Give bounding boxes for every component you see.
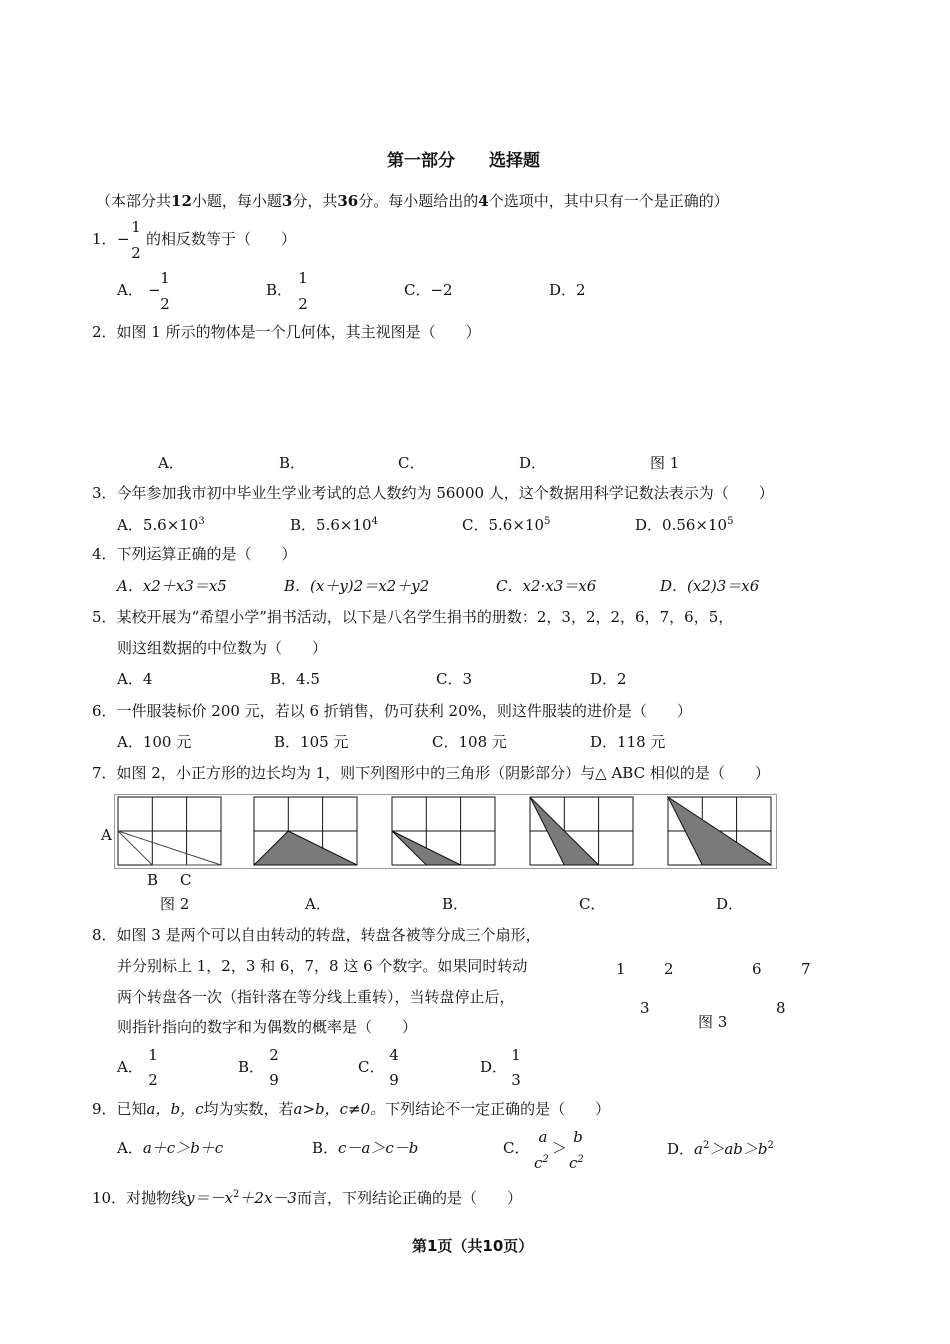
- q8-option-b-label[interactable]: B．: [238, 1058, 265, 1076]
- q6-option-c[interactable]: C．108 元: [432, 733, 507, 751]
- q3-option-d[interactable]: D．$0.56\times 10^5$: [635, 516, 734, 534]
- q8-option-d-den: 3: [511, 1071, 521, 1089]
- section-title: 第一部分 选择题: [387, 151, 540, 171]
- q6-option-d[interactable]: D．118 元: [590, 733, 666, 751]
- disc2-number-7: 7: [801, 960, 811, 978]
- q1-option-b-num: 1: [298, 269, 308, 287]
- q9-option-c-gt: ＞: [552, 1139, 568, 1157]
- q8-line3: 两个转盘各一次（指针落在等分线上重转），当转盘停止后，: [117, 988, 515, 1006]
- q4-option-a[interactable]: A．x2＋x3＝x5: [117, 577, 227, 595]
- q3-text: 3．今年参加我市初中毕业生学业考试的总人数约为 56000 人，这个数据用科学记数法表示为（ ）: [92, 484, 774, 502]
- q1-option-b-label[interactable]: B．: [266, 281, 293, 299]
- q8-option-d-num: 1: [511, 1046, 521, 1064]
- q6-text: 6．一件服装标价 200 元，若以 6 折销售，仍可获利 20%，则这件服装的进价是（ ）: [92, 702, 692, 720]
- q2-option-b[interactable]: B．: [279, 454, 306, 472]
- q8-option-b-num: 2: [269, 1046, 279, 1064]
- q5-option-a[interactable]: A．4: [117, 670, 153, 688]
- q9-option-c-num-right: b: [573, 1128, 583, 1146]
- q7-option-c[interactable]: C．: [579, 895, 606, 913]
- q1-minus: −: [117, 230, 130, 248]
- section-intro: （本部分共12小题，每小题3分，共36分。每小题给出的4个选项中，其中只有一个是正确的）: [96, 192, 729, 210]
- q8-option-a-num: 1: [148, 1046, 158, 1064]
- q8-line1: 8．如图 3 是两个可以自由转动的转盘，转盘各被等分成三个扇形，: [92, 926, 541, 944]
- q1-fraction-den: 2: [131, 244, 141, 262]
- q7-point-b: B: [147, 871, 159, 889]
- q8-option-c-num: 4: [389, 1046, 399, 1064]
- q5-line1: 5．某校开展为“希望小学”捐书活动，以下是八名学生捐书的册数：2，3，2，2，6，7，6，5，: [92, 608, 734, 626]
- q8-option-d-label[interactable]: D．: [480, 1058, 508, 1076]
- q7-point-c: C: [180, 871, 192, 889]
- q9-option-c-num-left: a: [538, 1128, 548, 1146]
- q5-line2: 则这组数据的中位数为（ ）: [117, 639, 328, 657]
- q5-option-b[interactable]: B．4.5: [270, 670, 320, 688]
- q9-option-b[interactable]: B．c－a＞c－b: [312, 1139, 419, 1157]
- q7-point-a: A: [101, 826, 112, 844]
- q9-option-c-den-left: $c^2$: [534, 1154, 549, 1172]
- q1-text: 的相反数等于（ ）: [146, 230, 297, 248]
- q1-option-a-den: 2: [160, 295, 170, 313]
- q1-option-a-minus: −: [148, 281, 161, 299]
- q8-option-a-label[interactable]: A．: [117, 1058, 143, 1076]
- q5-option-d[interactable]: D．2: [590, 670, 627, 688]
- q3-option-b[interactable]: B．$5.6\times 10^4$: [290, 516, 378, 534]
- page-footer: 第1页（共10页）: [412, 1237, 534, 1255]
- option-b-grid[interactable]: [392, 797, 495, 865]
- q2-option-c[interactable]: C．: [398, 454, 425, 472]
- q6-option-b[interactable]: B．105 元: [274, 733, 349, 751]
- q6-option-a[interactable]: A．100 元: [117, 733, 192, 751]
- q1-number: 1．: [92, 230, 117, 248]
- disc2-number-6: 6: [752, 960, 762, 978]
- q5-option-c[interactable]: C．3: [436, 670, 473, 688]
- q4-option-b[interactable]: B．(x＋y)2＝x2＋y2: [284, 577, 430, 595]
- q4-option-c[interactable]: C．x2·x3＝x6: [496, 577, 597, 595]
- q8-line4: 则指针指向的数字和为偶数的概率是（ ）: [117, 1018, 418, 1036]
- q9-text: 9．已知a，b，c均为实数，若a>b，c≠0。下列结论不一定正确的是（ ）: [92, 1100, 611, 1118]
- q8-option-a-den: 2: [148, 1071, 158, 1089]
- q2-option-d[interactable]: D．: [519, 454, 547, 472]
- disc1-number-3: 3: [640, 999, 650, 1017]
- q9-option-d[interactable]: D．$a^2>ab>b^2$: [667, 1140, 774, 1158]
- figure-2-grid: [118, 797, 221, 865]
- q3-option-a[interactable]: A．$5.6\times 10^3$: [117, 516, 205, 534]
- q8-option-c-label[interactable]: C．: [358, 1058, 385, 1076]
- q1-option-b-den: 2: [298, 295, 308, 313]
- q1-fraction-num: 1: [131, 218, 141, 236]
- q7-option-a[interactable]: A．: [305, 895, 331, 913]
- q9-option-c-den-right: $c^2$: [569, 1154, 584, 1172]
- q8-option-b-den: 9: [269, 1071, 279, 1089]
- q8-figure-caption: 图 3: [698, 1013, 728, 1031]
- q9-option-a[interactable]: A．a＋c＞b＋c: [117, 1139, 224, 1157]
- q8-option-c-den: 9: [389, 1071, 399, 1089]
- q3-option-c[interactable]: C．$5.6\times 10^5$: [462, 516, 551, 534]
- q7-option-b[interactable]: B．: [442, 895, 469, 913]
- q1-option-c[interactable]: C．−2: [404, 281, 453, 299]
- disc1-number-1: 1: [616, 960, 626, 978]
- option-a-triangle: [254, 831, 357, 865]
- q4-text: 4．下列运算正确的是（ ）: [92, 545, 297, 563]
- option-d-grid[interactable]: [668, 797, 771, 865]
- q2-text: 2．如图 1 所示的物体是一个几何体，其主视图是（ ）: [92, 323, 481, 341]
- q2-option-a[interactable]: A．: [158, 454, 184, 472]
- q10-text: 10．对抛物线$y=-x^2+2x-3$而言，下列结论正确的是（ ）: [92, 1189, 522, 1207]
- q7-figures: [114, 794, 778, 870]
- q7-text: 7．如图 2，小正方形的边长均为 1，则下列图形中的三角形（阴影部分）与△ ABC 相似的是（ ）: [92, 764, 770, 782]
- q2-figure-caption: 图 1: [650, 454, 680, 472]
- q1-option-a-num: 1: [160, 269, 170, 287]
- q7-option-d[interactable]: D．: [716, 895, 744, 913]
- disc1-number-2: 2: [664, 960, 674, 978]
- q9-option-c-label[interactable]: C．: [503, 1139, 530, 1157]
- q8-line2: 并分别标上 1，2，3 和 6，7，8 这 6 个数字。如果同时转动: [117, 957, 528, 975]
- q1-option-d[interactable]: D．2: [549, 281, 586, 299]
- q1-option-a-label[interactable]: A．: [117, 281, 143, 299]
- q4-option-d[interactable]: D．(x2)3＝x6: [660, 577, 760, 595]
- figure-2-triangle: [118, 831, 221, 865]
- option-c-grid[interactable]: [530, 797, 633, 865]
- option-a-grid[interactable]: [254, 797, 357, 865]
- disc2-number-8: 8: [776, 999, 786, 1017]
- q7-figure-caption: 图 2: [160, 895, 190, 913]
